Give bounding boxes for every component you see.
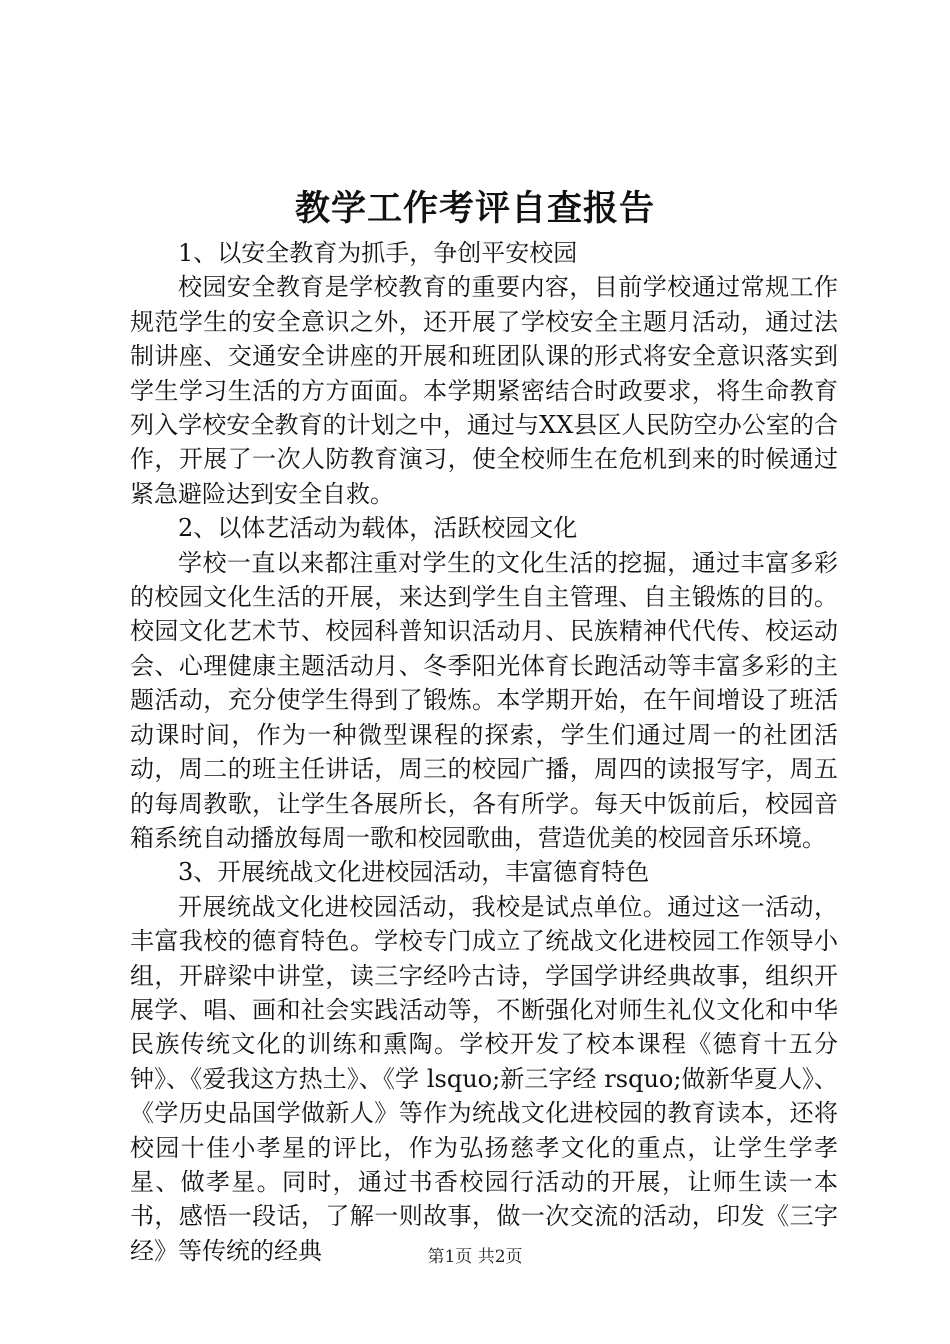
section-1-paragraph: 校园安全教育是学校教育的重要内容，目前学校通过常规工作规范学生的安全意识之外，还开展了学校安全主题月活动，通过法制讲座、交通安全讲座的开展和班团队课的形式将安全意识落实到学生学习生活的方方面面。本学期紧密结合时政要求，将生命教育列入学校安全教育的计划之中，通过与XX县区人民防空办公室的合作，开展了一次人防教育演习，使全校师生在危机到来的时候通过紧急避险达到安全自救。 xyxy=(130,273,838,508)
section-3-paragraph: 开展统战文化进校园活动，我校是试点单位。通过这一活动，丰富我校的德育特色。学校专门成立了统战文化进校园工作领导小组，开辟梁中讲堂，读三字经吟古诗，学国学讲经典故事，组织开展学、唱、画和社会实践活动等，不断强化对师生礼仪文化和中华民族传统文化的训练和熏陶。学校开发了校本课程《德育十五分钟》、《爱我这方热土》、《学 lsquo;新三字经 rsquo;做新华夏人》、《学历史品国学做新人》等作为统战文化进校园的教育读本，还将校园十佳小孝星的评比，作为弘扬慈孝文化的重点，让学生学孝星、做孝星。同时，通过书香校园行活动的开展，让师生读一本书，感悟一段话，了解一则故事，做一次交流的活动，印发《三字经》等传统的经典 xyxy=(130,892,838,1265)
section-3-heading: 3、开展统战文化进校园活动，丰富德育特色 xyxy=(178,858,650,887)
section-2-heading: 2、以体艺活动为载体，活跃校园文化 xyxy=(178,514,578,543)
page-number-footer: 第1页 共2页 xyxy=(427,1247,523,1267)
section-1-heading: 1、以安全教育为抓手，争创平安校园 xyxy=(178,239,578,267)
document-body xyxy=(130,236,838,1268)
document-title: 教学工作考评自查报告 xyxy=(294,188,655,229)
section-2-paragraph: 学校一直以来都注重对学生的文化生活的挖掘，通过丰富多彩的校园文化生活的开展，来达到学生自主管理、自主锻炼的目的。校园文化艺术节、校园科普知识活动月、民族精神代代传、校运动会、心理健康主题活动月、冬季阳光体育长跑活动等丰富多彩的主题活动，充分使学生得到了锻炼。本学期开始，在午间增设了班活动课时间，作为一种微型课程的探索，学生们通过周一的社团活动，周二的班主任讲话，周三的校园广播，周四的读报写字，周五的每周教歌，让学生各展所长，各有所学。每天中饭前后，校园音箱系统自动播放每周一歌和校园歌曲，营造优美的校园音乐环境。 xyxy=(130,548,838,852)
